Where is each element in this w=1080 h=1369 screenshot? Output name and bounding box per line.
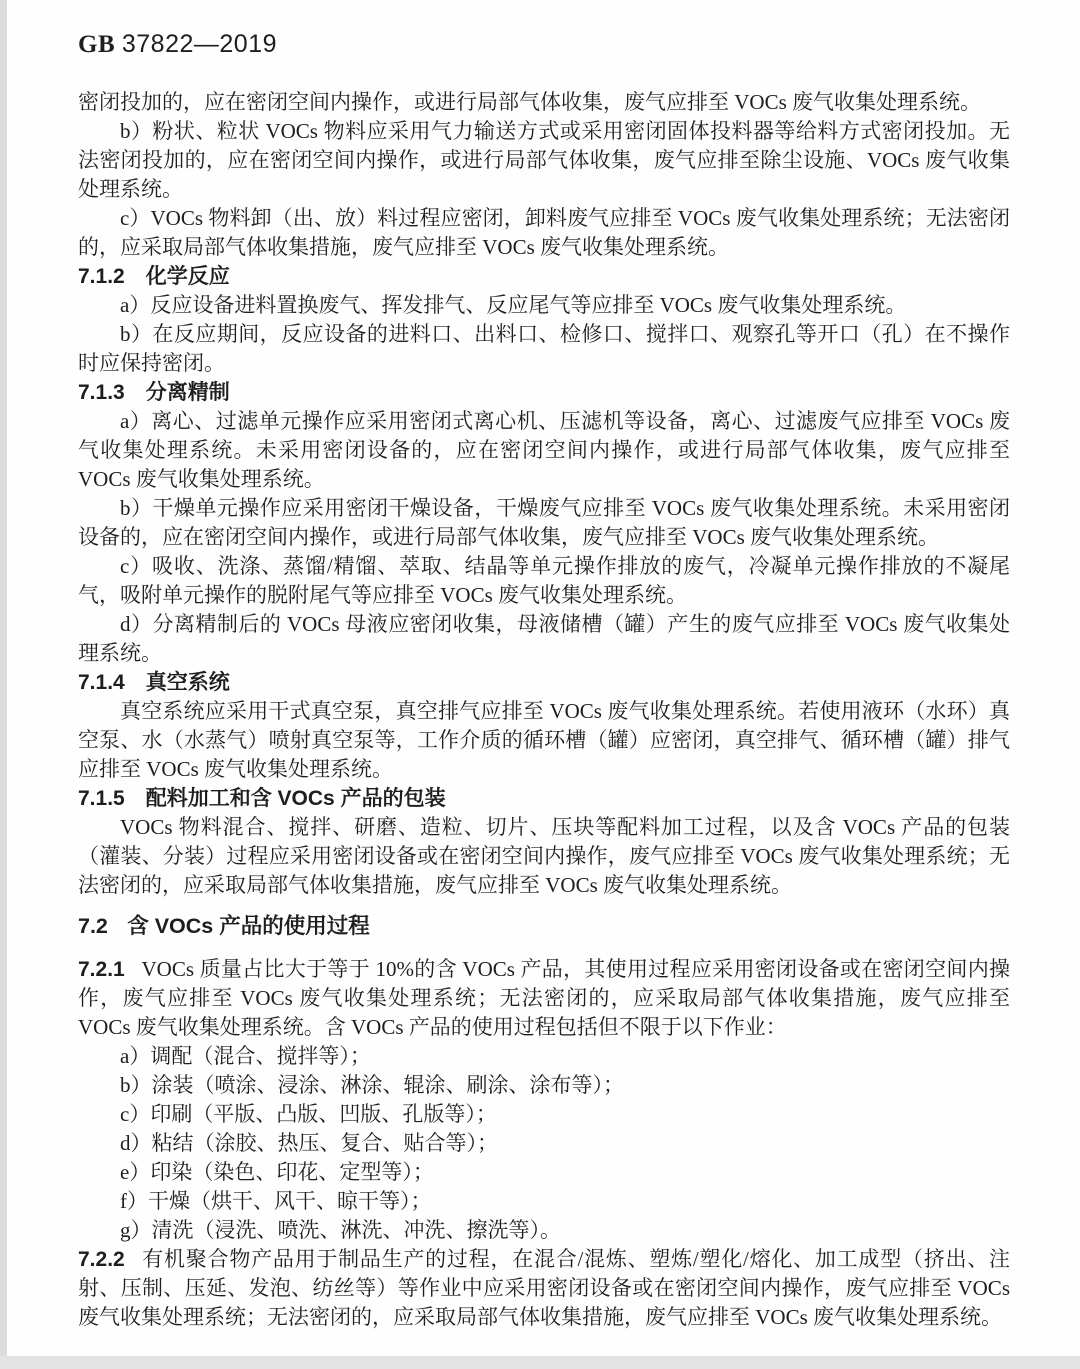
clause-heading xyxy=(78,784,1010,813)
paragraph: a）调配（混合、搅拌等）； xyxy=(120,1044,371,1068)
paragraph: c）吸收、洗涤、蒸馏/精馏、萃取、结晶等单元操作排放的废气，冷凝单元操作排放的不凝尾气，吸附单元操作的脱附尾气等应排至 VOCs 废气收集处理系统。 xyxy=(78,554,1010,607)
clause-number: 7.2 xyxy=(78,914,108,938)
document-body xyxy=(7,62,1080,1332)
paragraph: 密闭投加的，应在密闭空间内操作，或进行局部气体收集，废气应排至 VOCs 废气收集处理系统。 xyxy=(78,90,982,114)
paragraph: b）涂装（喷涂、浸涂、淋涂、辊涂、刷涂、涂布等）； xyxy=(120,1073,624,1097)
paragraph: c）印刷（平版、凸版、凹版、孔版等）； xyxy=(120,1102,497,1126)
paragraph: d）分离精制后的 VOCs 母液应密闭收集，母液储槽（罐）产生的废气应排至 VOCs 废气收集处理系统。 xyxy=(78,612,1010,665)
clause-number: 7.1.2 xyxy=(78,265,125,288)
paragraph: b）干燥单元操作应采用密闭干燥设备，干燥废气应排至 VOCs 废气收集处理系统。未采用密闭设备的，应在密闭空间内操作，或进行局部气体收集，废气应排至 VOCs 废气收集处理系统。 xyxy=(78,496,1010,549)
scan-edge-left xyxy=(0,0,7,1369)
document-page xyxy=(7,0,1080,1356)
clause-title: 配料加工和含 VOCs 产品的包装 xyxy=(145,787,446,810)
standard-code-number: 37822—2019 xyxy=(121,30,278,58)
clause-number: 7.2.2 xyxy=(78,1248,125,1271)
section-title xyxy=(78,912,1010,941)
clause-heading xyxy=(78,262,1010,291)
clause-heading xyxy=(78,378,1010,407)
clause-number: 7.2.1 xyxy=(78,958,125,981)
paragraph: e）印染（染色、印花、定型等）； xyxy=(120,1160,434,1184)
clause-number: 7.1.3 xyxy=(78,381,125,404)
clause-title: 真空系统 xyxy=(145,671,230,694)
paragraph: a）离心、过滤单元操作应采用密闭式离心机、压滤机等设备，离心、过滤废气应排至 VOCs 废气收集处理系统。未采用密闭设备的，应在密闭空间内操作，或进行局部气体收集，废气应排至 VOCs 废气收集处理系统。 xyxy=(78,409,1010,491)
numbered-paragraph xyxy=(78,955,1010,1042)
paragraph: f）干燥（烘干、风干、晾干等）； xyxy=(120,1189,432,1213)
clause-title: 化学反应 xyxy=(145,265,230,288)
paragraph: 真空系统应采用干式真空泵，真空排气应排至 VOCs 废气收集处理系统。若使用液环（水环）真空泵、水（水蒸气）喷射真空泵等，工作介质的循环槽（罐）应密闭，真空排气、循环槽（罐）排气应排至 VOCs 废气收集处理系统。 xyxy=(78,699,1010,781)
paragraph-text: VOCs 质量占比大于等于 10%的含 VOCs 产品，其使用过程应采用密闭设备或在密闭空间内操作，废气应排至 VOCs 废气收集处理系统；无法密闭的，应采取局部气体收集措施，废气应排至 VOCs 废气收集处理系统。含 VOCs 产品的使用过程包括但不限于以下作业： xyxy=(78,957,1010,1039)
scan-edge-bottom xyxy=(0,1356,1080,1369)
paragraph: d）粘结（涂胶、热压、复合、贴合等）； xyxy=(120,1131,498,1155)
paragraph: a）反应设备进料置换废气、挥发排气、反应尾气等应排至 VOCs 废气收集处理系统。 xyxy=(120,293,907,317)
clause-number: 7.1.4 xyxy=(78,671,125,694)
clause-heading xyxy=(78,668,1010,697)
paragraph: c）VOCs 物料卸（出、放）料过程应密闭，卸料废气应排至 VOCs 废气收集处理系统；无法密闭的，应采取局部气体收集措施，废气应排至 VOCs 废气收集处理系统。 xyxy=(78,206,1010,259)
paragraph: VOCs 物料混合、搅拌、研磨、造粒、切片、压块等配料加工过程，以及含 VOCs 产品的包装（灌装、分装）过程应采用密闭设备或在密闭空间内操作，废气应排至 VOCs 废气收集处理系统；无法密闭的，应采取局部气体收集措施，废气应排至 VOCs 废气收集处理系统。 xyxy=(78,815,1010,897)
paragraph: b）粉状、粒状 VOCs 物料应采用气力输送方式或采用密闭固体投料器等给料方式密闭投加。无法密闭投加的，应在密闭空间内操作，或进行局部气体收集，废气应排至除尘设施、VOCs 废气收集处理系统。 xyxy=(78,119,1010,201)
standard-code-header xyxy=(7,0,1080,62)
paragraph: g）清洗（浸洗、喷洗、淋洗、冲洗、擦洗等）。 xyxy=(120,1218,561,1242)
standard-code-prefix: GB xyxy=(78,31,116,58)
numbered-paragraph xyxy=(78,1245,1010,1332)
clause-title: 分离精制 xyxy=(145,381,230,404)
clause-title: 含 VOCs 产品的使用过程 xyxy=(127,914,370,938)
paragraph: b）在反应期间，反应设备的进料口、出料口、检修口、搅拌口、观察孔等开口（孔）在不操作时应保持密闭。 xyxy=(78,322,1010,375)
paragraph-text: 有机聚合物产品用于制品生产的过程，在混合/混炼、塑炼/塑化/熔化、加工成型（挤出、注射、压制、压延、发泡、纺丝等）等作业中应采用密闭设备或在密闭空间内操作，废气应排至 VOCs 废气收集处理系统；无法密闭的，应采取局部气体收集措施，废气应排至 VOCs 废气收集处理系统。 xyxy=(78,1247,1010,1329)
clause-number: 7.1.5 xyxy=(78,787,125,810)
